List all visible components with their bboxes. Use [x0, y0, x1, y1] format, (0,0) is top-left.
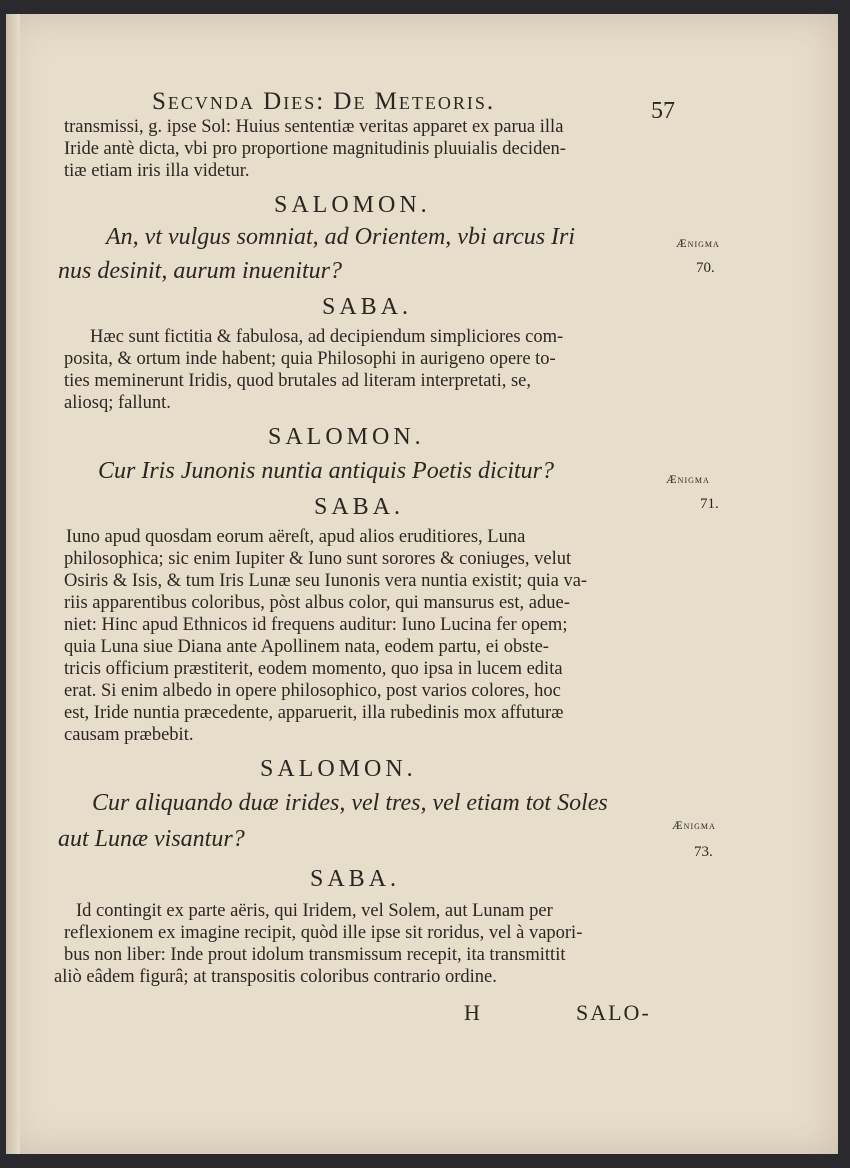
speaker-heading: SALOMON. — [268, 424, 425, 450]
text-line: tricis officium præstiterit, eodem momento, quo ipsa in lucem edita — [64, 659, 563, 679]
text-line: philosophica; sic enim Iupiter & Iuno sunt sorores & coniuges, velut — [64, 549, 572, 569]
text-line: aliosq; fallunt. — [64, 393, 171, 413]
page-number: 57 — [651, 98, 675, 124]
text-line: erat. Si enim albedo in opere philosophico, post varios colores, hoc — [64, 681, 561, 701]
speaker-heading: SALOMON. — [260, 756, 417, 782]
question-line: An, vt vulgus somniat, ad Orientem, vbi arcus Iri — [106, 224, 576, 250]
signature-mark: H — [464, 1000, 482, 1025]
text-line: Hæc sunt fictitia & fabulosa, ad decipiendum simpliciores com- — [90, 327, 564, 347]
text-line: riis apparentibus coloribus, pòst albus color, qui mansurus est, adue- — [64, 593, 570, 613]
catchword: SALO- — [576, 1000, 651, 1025]
text-line: Iride antè dicta, vbi pro proportione magnitudinis pluuialis deciden- — [64, 139, 566, 159]
text-line: est, Iride nuntia præcedente, apparuerit, illa rubedinis mox affuturæ — [64, 703, 564, 723]
speaker-heading: SABA. — [310, 866, 401, 892]
question-line: Cur aliquando duæ irides, vel tres, vel etiam tot Soles — [92, 790, 608, 816]
text-line: Iuno apud quosdam eorum aëreſt, apud alios eruditiores, Luna — [66, 527, 526, 547]
question-line: nus desinit, aurum inuenitur? — [58, 258, 343, 284]
margin-note-number: 70. — [696, 260, 715, 276]
margin-note-label: Ænigma — [672, 818, 716, 832]
text-line: posita, & ortum inde habent; quia Philosophi in aurigeno opere to- — [64, 349, 556, 369]
text-line: reflexionem ex imagine recipit, quòd ille ipse sit roridus, vel à vapori- — [64, 923, 583, 943]
speaker-heading: SALOMON. — [274, 192, 431, 218]
margin-note-label: Ænigma — [666, 472, 710, 486]
text-line: niet: Hinc apud Ethnicos id frequens auditur: Iuno Lucina fer opem; — [64, 615, 568, 635]
speaker-heading: SABA. — [314, 494, 405, 520]
margin-note-number: 71. — [700, 496, 719, 512]
running-header: Secvnda Dies: De Meteoris. — [152, 88, 496, 115]
text-line: ties meminerunt Iridis, quod brutales ad literam interpretati, se, — [64, 371, 531, 391]
text-line: Id contingit ex parte aëris, qui Iridem, vel Solem, aut Lunam per — [76, 901, 553, 921]
text-line: aliò eâdem figurâ; at transpositis coloribus contrario ordine. — [54, 967, 497, 987]
text-line: transmissi, g. ipse Sol: Huius sententiæ veritas apparet ex parua illa — [64, 117, 564, 137]
text-line: quia Luna siue Diana ante Apollinem nata, eodem partu, ei obste- — [64, 637, 549, 657]
book-page — [6, 14, 838, 1154]
text-line: bus non liber: Inde prout idolum transmissum recepit, ita transmittit — [64, 945, 566, 965]
text-line: causam præbebit. — [64, 725, 194, 745]
question-line: aut Lunæ visantur? — [58, 826, 245, 852]
text-line: Osiris & Isis, & tum Iris Lunæ seu Iunonis vera nuntia existit; quia va- — [64, 571, 588, 591]
question-line: Cur Iris Junonis nuntia antiquis Poetis dicitur? — [98, 458, 555, 484]
margin-note-label: Ænigma — [676, 236, 720, 250]
text-line: tiæ etiam iris illa videtur. — [64, 161, 250, 181]
page-spine-shadow — [6, 14, 20, 1154]
speaker-heading: SABA. — [322, 294, 413, 320]
margin-note-number: 73. — [694, 844, 713, 860]
